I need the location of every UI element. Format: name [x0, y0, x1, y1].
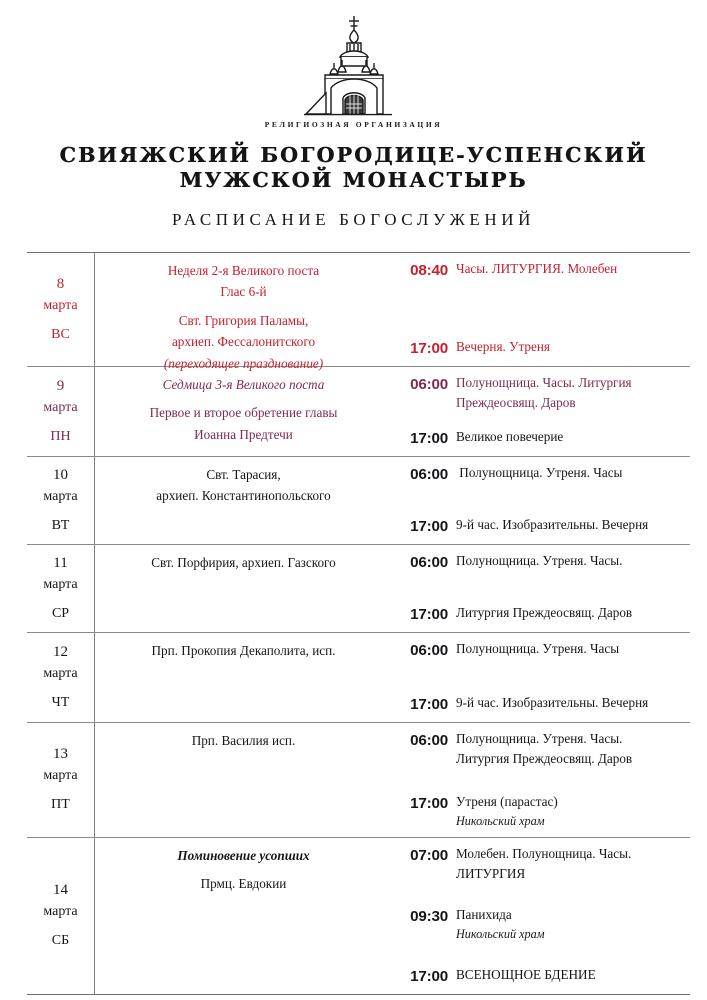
services-cell — [392, 545, 690, 632]
date-month: марта — [43, 904, 78, 920]
service-item — [392, 693, 686, 716]
service-location-note: Никольский храм — [456, 814, 545, 829]
feast-line: Первое и второе обретение главы — [149, 405, 338, 421]
logo-caption: РЕЛИГИОЗНАЯ ОРГАНИЗАЦИЯ — [264, 120, 443, 129]
date-weekday: ПН — [50, 428, 71, 444]
service-description — [448, 427, 563, 447]
services-cell — [392, 723, 690, 837]
service-description — [448, 844, 631, 884]
schedule-row — [27, 252, 690, 371]
service-description — [448, 337, 550, 357]
service-item — [392, 965, 686, 988]
service-spacer — [392, 884, 686, 905]
service-item — [392, 729, 686, 769]
service-description-line: Полунощница. Утреня. Часы — [456, 641, 620, 656]
service-item — [392, 337, 686, 360]
service-description-line: Литургия Преждеосвящ. Даров — [456, 751, 633, 767]
organization-title-line-2: МУЖСКОЙ МОНАСТЫРЬ — [179, 168, 528, 192]
service-item — [392, 463, 686, 486]
feast-line: Глас 6-й — [220, 284, 267, 300]
date-month: марта — [43, 399, 78, 415]
feast-line: Иоанна Предтечи — [194, 426, 293, 442]
date-cell — [27, 633, 95, 722]
feast-line: Свт. Григория Паламы, — [178, 312, 309, 328]
service-description-line: Полунощница. Утреня. Часы. — [456, 731, 623, 746]
service-spacer — [392, 413, 686, 427]
monastery-logo — [0, 14, 707, 118]
service-description-line: Полунощница. Часы. Литургия — [456, 375, 632, 390]
feast-line: Свт. Порфирия, архиеп. Газского — [151, 555, 336, 570]
schedule-title: РАСПИСАНИЕ БОГОСЛУЖЕНИЙ — [171, 210, 536, 229]
service-spacer — [392, 486, 686, 515]
feast-line: Неделя 2-я Великого поста — [167, 263, 320, 278]
service-time: 17:00 — [410, 695, 448, 713]
feast-cell — [95, 838, 392, 994]
service-description — [448, 603, 632, 623]
service-time: 17:00 — [410, 339, 448, 357]
feast-gap — [103, 866, 384, 873]
date-cell — [27, 545, 95, 632]
service-description — [448, 639, 619, 659]
date-weekday: ВТ — [51, 517, 70, 533]
service-location-note: Никольский храм — [456, 927, 545, 942]
service-description — [448, 259, 617, 279]
service-description-line: Утреня (парастас) — [456, 794, 558, 810]
service-description-line: 9-й час. Изобразительны. Вечерня — [456, 516, 649, 532]
feast-line: (переходящее празднование) — [163, 355, 324, 371]
service-spacer — [392, 944, 686, 965]
service-description — [448, 373, 632, 413]
service-time: 17:00 — [410, 517, 448, 535]
feast-line: Поминовение усопших — [177, 848, 310, 863]
date-weekday: ВС — [51, 326, 70, 342]
service-description — [448, 729, 632, 769]
service-spacer — [392, 574, 686, 603]
date-day: 13 — [53, 746, 68, 763]
organization-title — [0, 143, 707, 193]
schedule-row — [27, 837, 690, 995]
service-description-line: Панихида — [456, 907, 512, 923]
service-time: 17:00 — [410, 795, 448, 813]
service-time: 06:00 — [410, 376, 448, 393]
feast-cell — [95, 723, 392, 837]
service-description — [448, 693, 648, 713]
feast-gap — [103, 395, 384, 402]
service-time: 06:00 — [410, 732, 448, 749]
service-description-line: Литургия Преждеосвящ. Даров — [456, 604, 633, 620]
service-time: 07:00 — [410, 847, 448, 864]
schedule-row — [27, 456, 690, 544]
service-description — [448, 792, 558, 831]
service-item — [392, 373, 686, 413]
date-month: марта — [43, 576, 78, 592]
date-day: 11 — [53, 554, 68, 571]
date-cell — [27, 457, 95, 544]
service-description-line: Великое повечерие — [456, 428, 564, 444]
date-month: марта — [43, 768, 78, 784]
date-day: 8 — [56, 275, 65, 292]
date-cell — [27, 253, 95, 366]
date-day: 14 — [53, 882, 68, 899]
service-spacer — [392, 282, 686, 337]
feast-line: архиеп. Константинопольского — [156, 488, 331, 504]
services-cell — [392, 253, 690, 366]
service-description-line: Полунощница. Утреня. Часы. — [456, 553, 623, 568]
service-item — [392, 259, 686, 282]
feast-cell — [95, 367, 392, 456]
service-time: 06:00 — [410, 554, 448, 571]
feast-cell — [95, 457, 392, 544]
service-time: 06:00 — [410, 642, 448, 659]
date-month: марта — [43, 665, 78, 681]
service-item — [392, 603, 686, 626]
service-description-line: Полунощница. Утреня. Часы — [456, 465, 623, 480]
service-item — [392, 639, 686, 662]
feast-line: Прп. Василия исп. — [191, 733, 296, 748]
feast-gap — [103, 303, 384, 310]
date-cell — [27, 838, 95, 994]
service-item — [392, 427, 686, 450]
service-description-line: 9-й час. Изобразительны. Вечерня — [456, 694, 649, 710]
date-month: марта — [43, 297, 78, 313]
service-time: 17:00 — [410, 967, 448, 985]
service-item — [392, 515, 686, 538]
services-cell — [392, 838, 690, 994]
feast-cell — [95, 633, 392, 722]
service-description-line: ВСЕНОЩНОЕ БДЕНИЕ — [456, 966, 596, 982]
feast-line: архиеп. Фессалонитского — [171, 334, 316, 350]
date-month: марта — [43, 488, 78, 504]
service-time: 09:30 — [410, 908, 448, 926]
schedule-row — [27, 722, 690, 837]
date-day: 10 — [53, 466, 68, 483]
date-weekday: ЧТ — [51, 694, 70, 710]
date-weekday: СР — [51, 605, 70, 621]
feast-cell — [95, 545, 392, 632]
service-item — [392, 905, 686, 944]
service-time: 17:00 — [410, 605, 448, 623]
feast-line: Прмц. Евдокии — [200, 876, 287, 892]
service-time: 17:00 — [410, 429, 448, 447]
schedule-row — [27, 544, 690, 632]
service-item — [392, 551, 686, 574]
date-cell — [27, 367, 95, 456]
date-day: 12 — [53, 643, 68, 660]
monastery-church-icon — [300, 14, 408, 118]
service-description — [448, 551, 622, 571]
service-description-line: Молебен. Полунощница. Часы. — [456, 846, 632, 861]
feast-line: Свт. Тарасия, — [206, 467, 281, 482]
service-spacer — [392, 769, 686, 792]
date-day: 9 — [56, 377, 65, 394]
date-weekday: ПТ — [51, 797, 70, 813]
service-description-line: Часы. ЛИТУРГИЯ. Молебен — [456, 261, 618, 276]
feast-cell — [95, 253, 392, 371]
service-time: 08:40 — [410, 262, 448, 279]
schedule-row — [27, 366, 690, 456]
feast-line: Прп. Прокопия Декаполита, исп. — [151, 643, 336, 658]
services-cell — [392, 633, 690, 722]
service-description — [448, 965, 596, 985]
organization-title-line-1: СВИЯЖСКИЙ БОГОРОДИЦЕ-УСПЕНСКИЙ — [59, 143, 648, 167]
service-spacer — [392, 662, 686, 693]
page-header — [0, 0, 707, 230]
services-cell — [392, 457, 690, 544]
service-schedule-table — [27, 252, 690, 995]
service-description-line: Преждеосвящ. Даров — [456, 395, 576, 411]
services-cell — [392, 367, 690, 456]
service-description — [448, 463, 622, 483]
service-description-line: Вечерня. Утреня — [456, 338, 550, 354]
service-description — [448, 905, 545, 944]
date-cell — [27, 723, 95, 837]
schedule-row — [27, 632, 690, 722]
feast-line: Седмица 3-я Великого поста — [162, 377, 325, 392]
service-description — [448, 515, 648, 535]
service-item — [392, 792, 686, 831]
date-weekday: СБ — [51, 933, 70, 949]
service-item — [392, 844, 686, 884]
service-time: 06:00 — [410, 466, 448, 483]
service-description-line: ЛИТУРГИЯ — [456, 866, 526, 882]
